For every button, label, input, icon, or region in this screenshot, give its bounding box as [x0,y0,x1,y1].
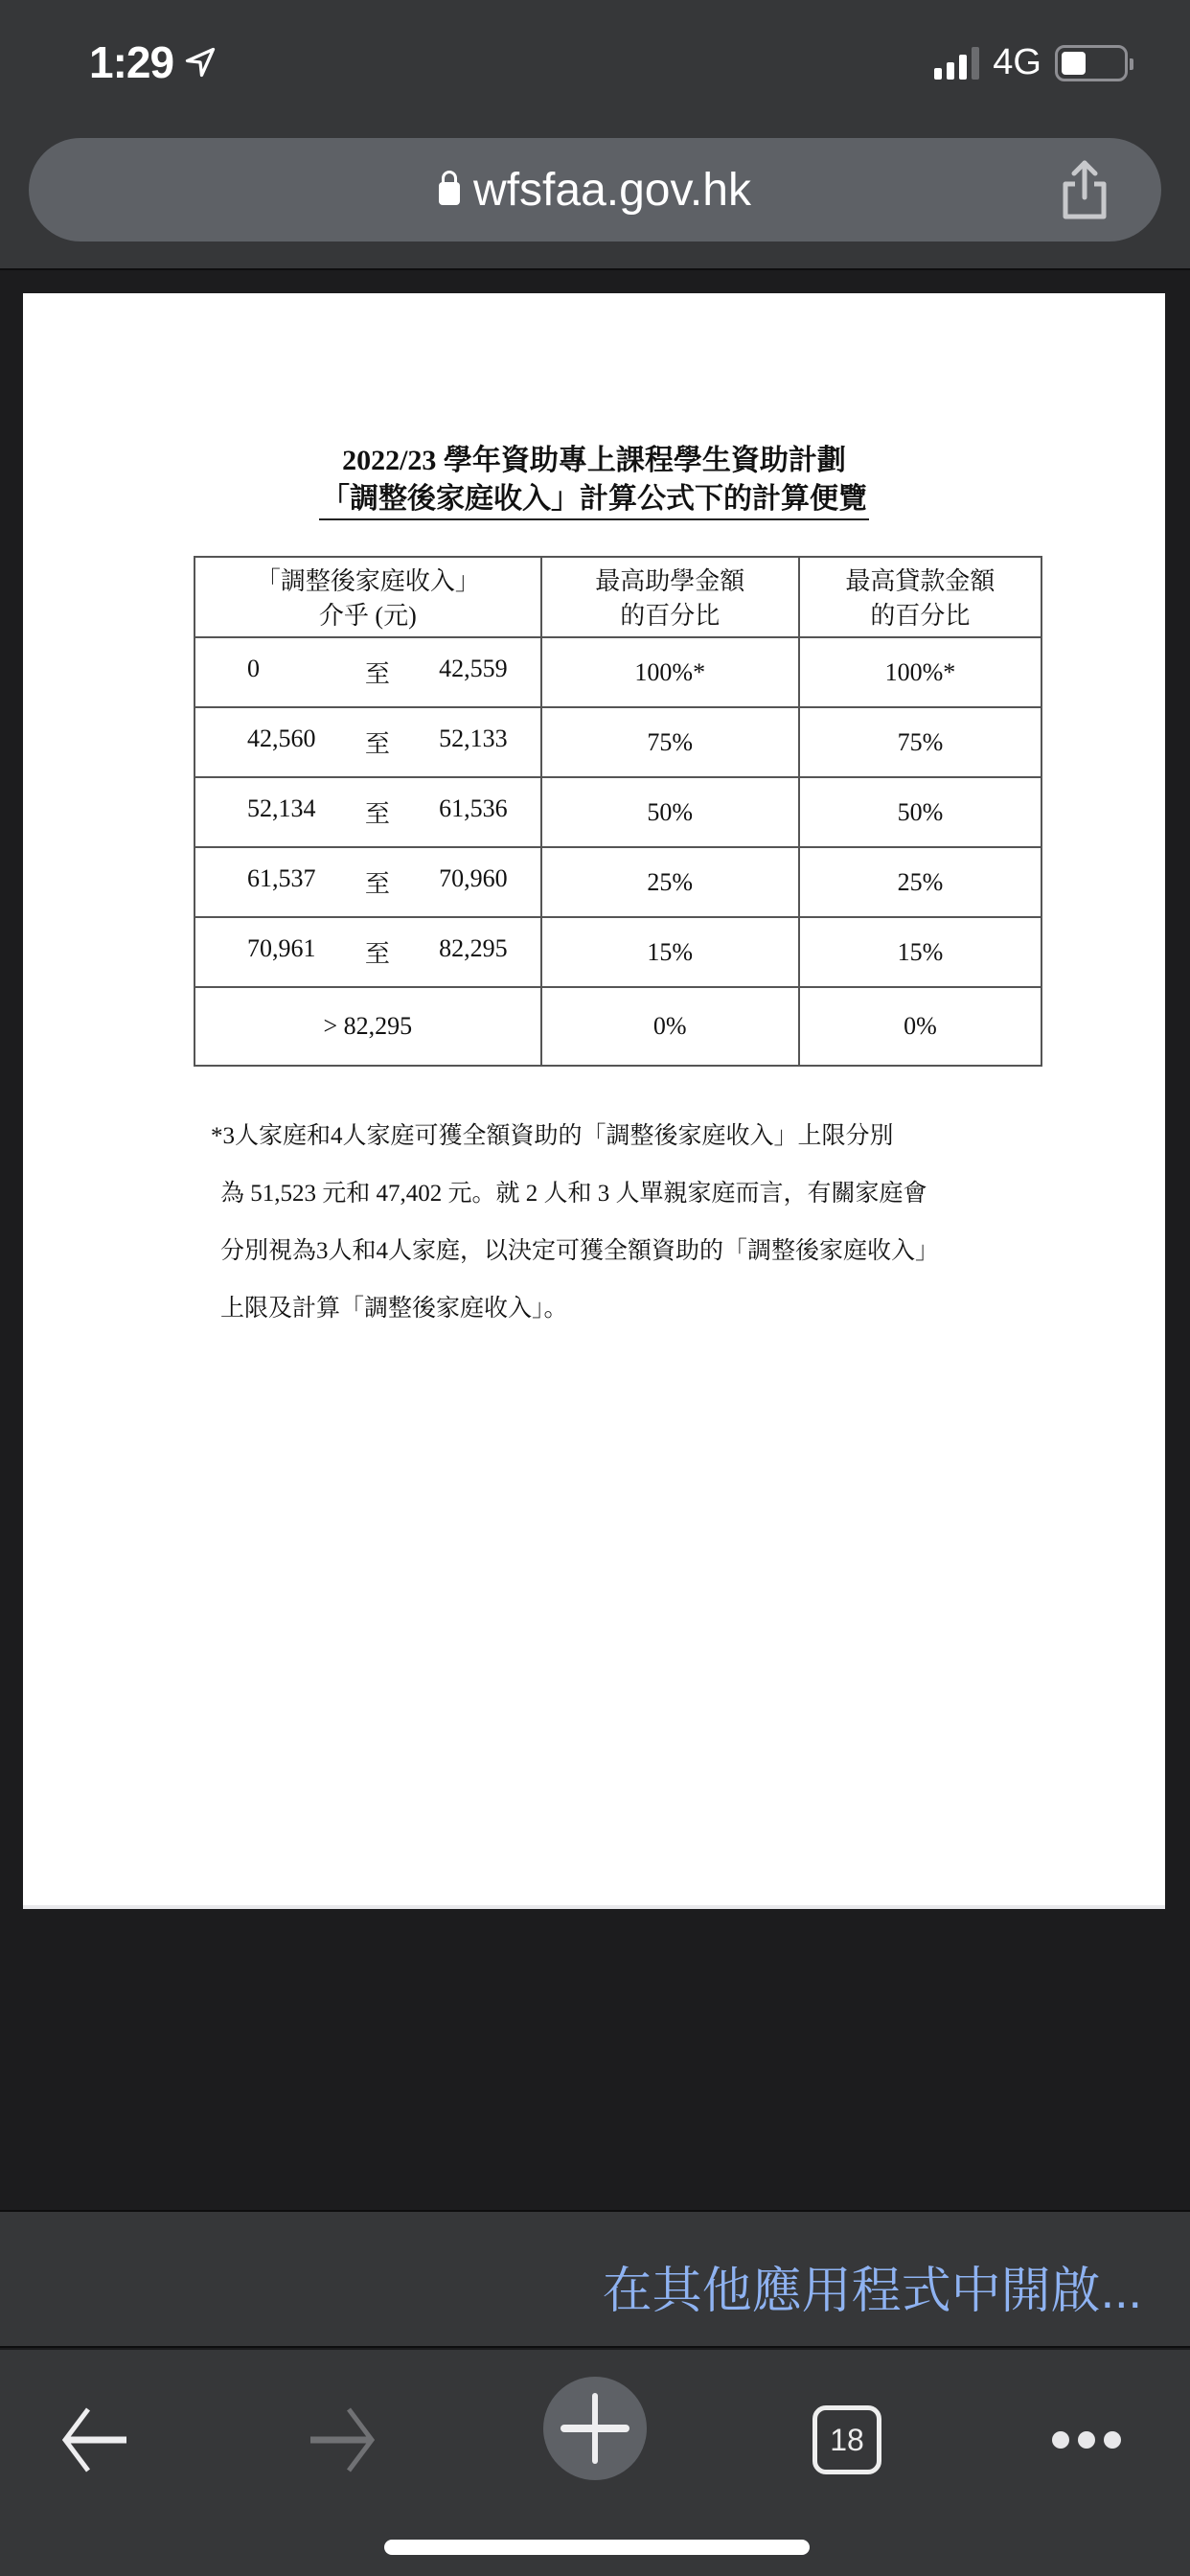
location-arrow-icon [183,45,217,80]
document-title [23,442,1165,520]
grant-percent-cell: 15% [541,917,799,987]
footnote-line: *3人家庭和4人家庭可獲全額資助的「調整後家庭收入」上限分別 [211,1123,894,1149]
loan-percent-cell: 50% [799,777,1041,847]
table-header-row [195,557,1041,637]
title-line-1: 2022/23 學年資助專上課程學生資助計劃 [342,445,846,476]
arrow-right-icon [305,2402,381,2478]
url-bar[interactable] [29,138,1161,242]
battery-icon [1055,45,1128,81]
pdf-page[interactable] [23,293,1165,1909]
share-icon [1056,159,1113,220]
header-grant: 最高助學金額 的百分比 [541,557,799,637]
income-rate-table [194,556,1042,1067]
arrow-left-icon [56,2402,132,2478]
url-text: wfsfaa.gov.hk [473,164,751,216]
more-dots-icon [1052,2431,1121,2449]
footnote-line: 分別視為3人和4人家庭，以決定可獲全額資助的「調整後家庭收入」 [220,1238,940,1264]
loan-percent-cell: 75% [799,707,1041,777]
forward-button[interactable] [295,2392,391,2488]
income-range-cell: 0 至 42,559 [195,637,541,707]
open-in-app-bar [0,2210,1190,2348]
bottom-toolbar [0,2350,1190,2576]
table-row [195,987,1041,1066]
income-range-cell: 61,537 至 70,960 [195,847,541,917]
back-button[interactable] [46,2392,142,2488]
footnote [211,1108,1035,1338]
footnote-line: 為 51,523 元和 47,402 元。就 2 人和 3 人單親家庭而言，有關家庭會 [220,1181,927,1207]
table-row [195,637,1041,707]
loan-percent-cell: 25% [799,847,1041,917]
tab-count-icon: 18 [812,2405,881,2474]
table-row [195,847,1041,917]
more-menu-button[interactable] [1039,2392,1134,2488]
status-time [89,36,217,88]
status-indicators [934,42,1128,83]
header-loan: 最高貸款金額 的百分比 [799,557,1041,637]
home-indicator[interactable] [384,2540,810,2555]
share-button[interactable] [1056,159,1113,220]
footnote-line: 上限及計算「調整後家庭收入」。 [220,1296,568,1322]
table-row [195,777,1041,847]
grant-percent-cell: 100%* [541,637,799,707]
income-range-cell: > 82,295 [195,987,541,1066]
network-type: 4G [993,42,1041,82]
cellular-signal-icon [934,47,979,80]
income-range-cell: 52,134 至 61,536 [195,777,541,847]
top-chrome [0,0,1190,270]
table-row [195,917,1041,987]
loan-percent-cell: 0% [799,987,1041,1066]
grant-percent-cell: 0% [541,987,799,1066]
grant-percent-cell: 50% [541,777,799,847]
income-range-cell: 42,560 至 52,133 [195,707,541,777]
plus-icon [557,2390,633,2467]
tab-switcher-button[interactable] [799,2392,895,2488]
lock-icon [439,182,460,205]
header-income: 「調整後家庭收入」 介乎 (元) [195,557,541,637]
income-range-cell: 70,961 至 82,295 [195,917,541,987]
new-tab-button[interactable] [543,2377,647,2480]
loan-percent-cell: 100%* [799,637,1041,707]
open-in-other-app-link[interactable]: 在其他應用程式中開啟... [602,2264,1142,2319]
table-row [195,707,1041,777]
grant-percent-cell: 25% [541,847,799,917]
loan-percent-cell: 15% [799,917,1041,987]
clock: 1:29 [89,37,174,87]
title-line-2: 「調整後家庭收入」計算公式下的計算便覽 [319,480,869,520]
grant-percent-cell: 75% [541,707,799,777]
